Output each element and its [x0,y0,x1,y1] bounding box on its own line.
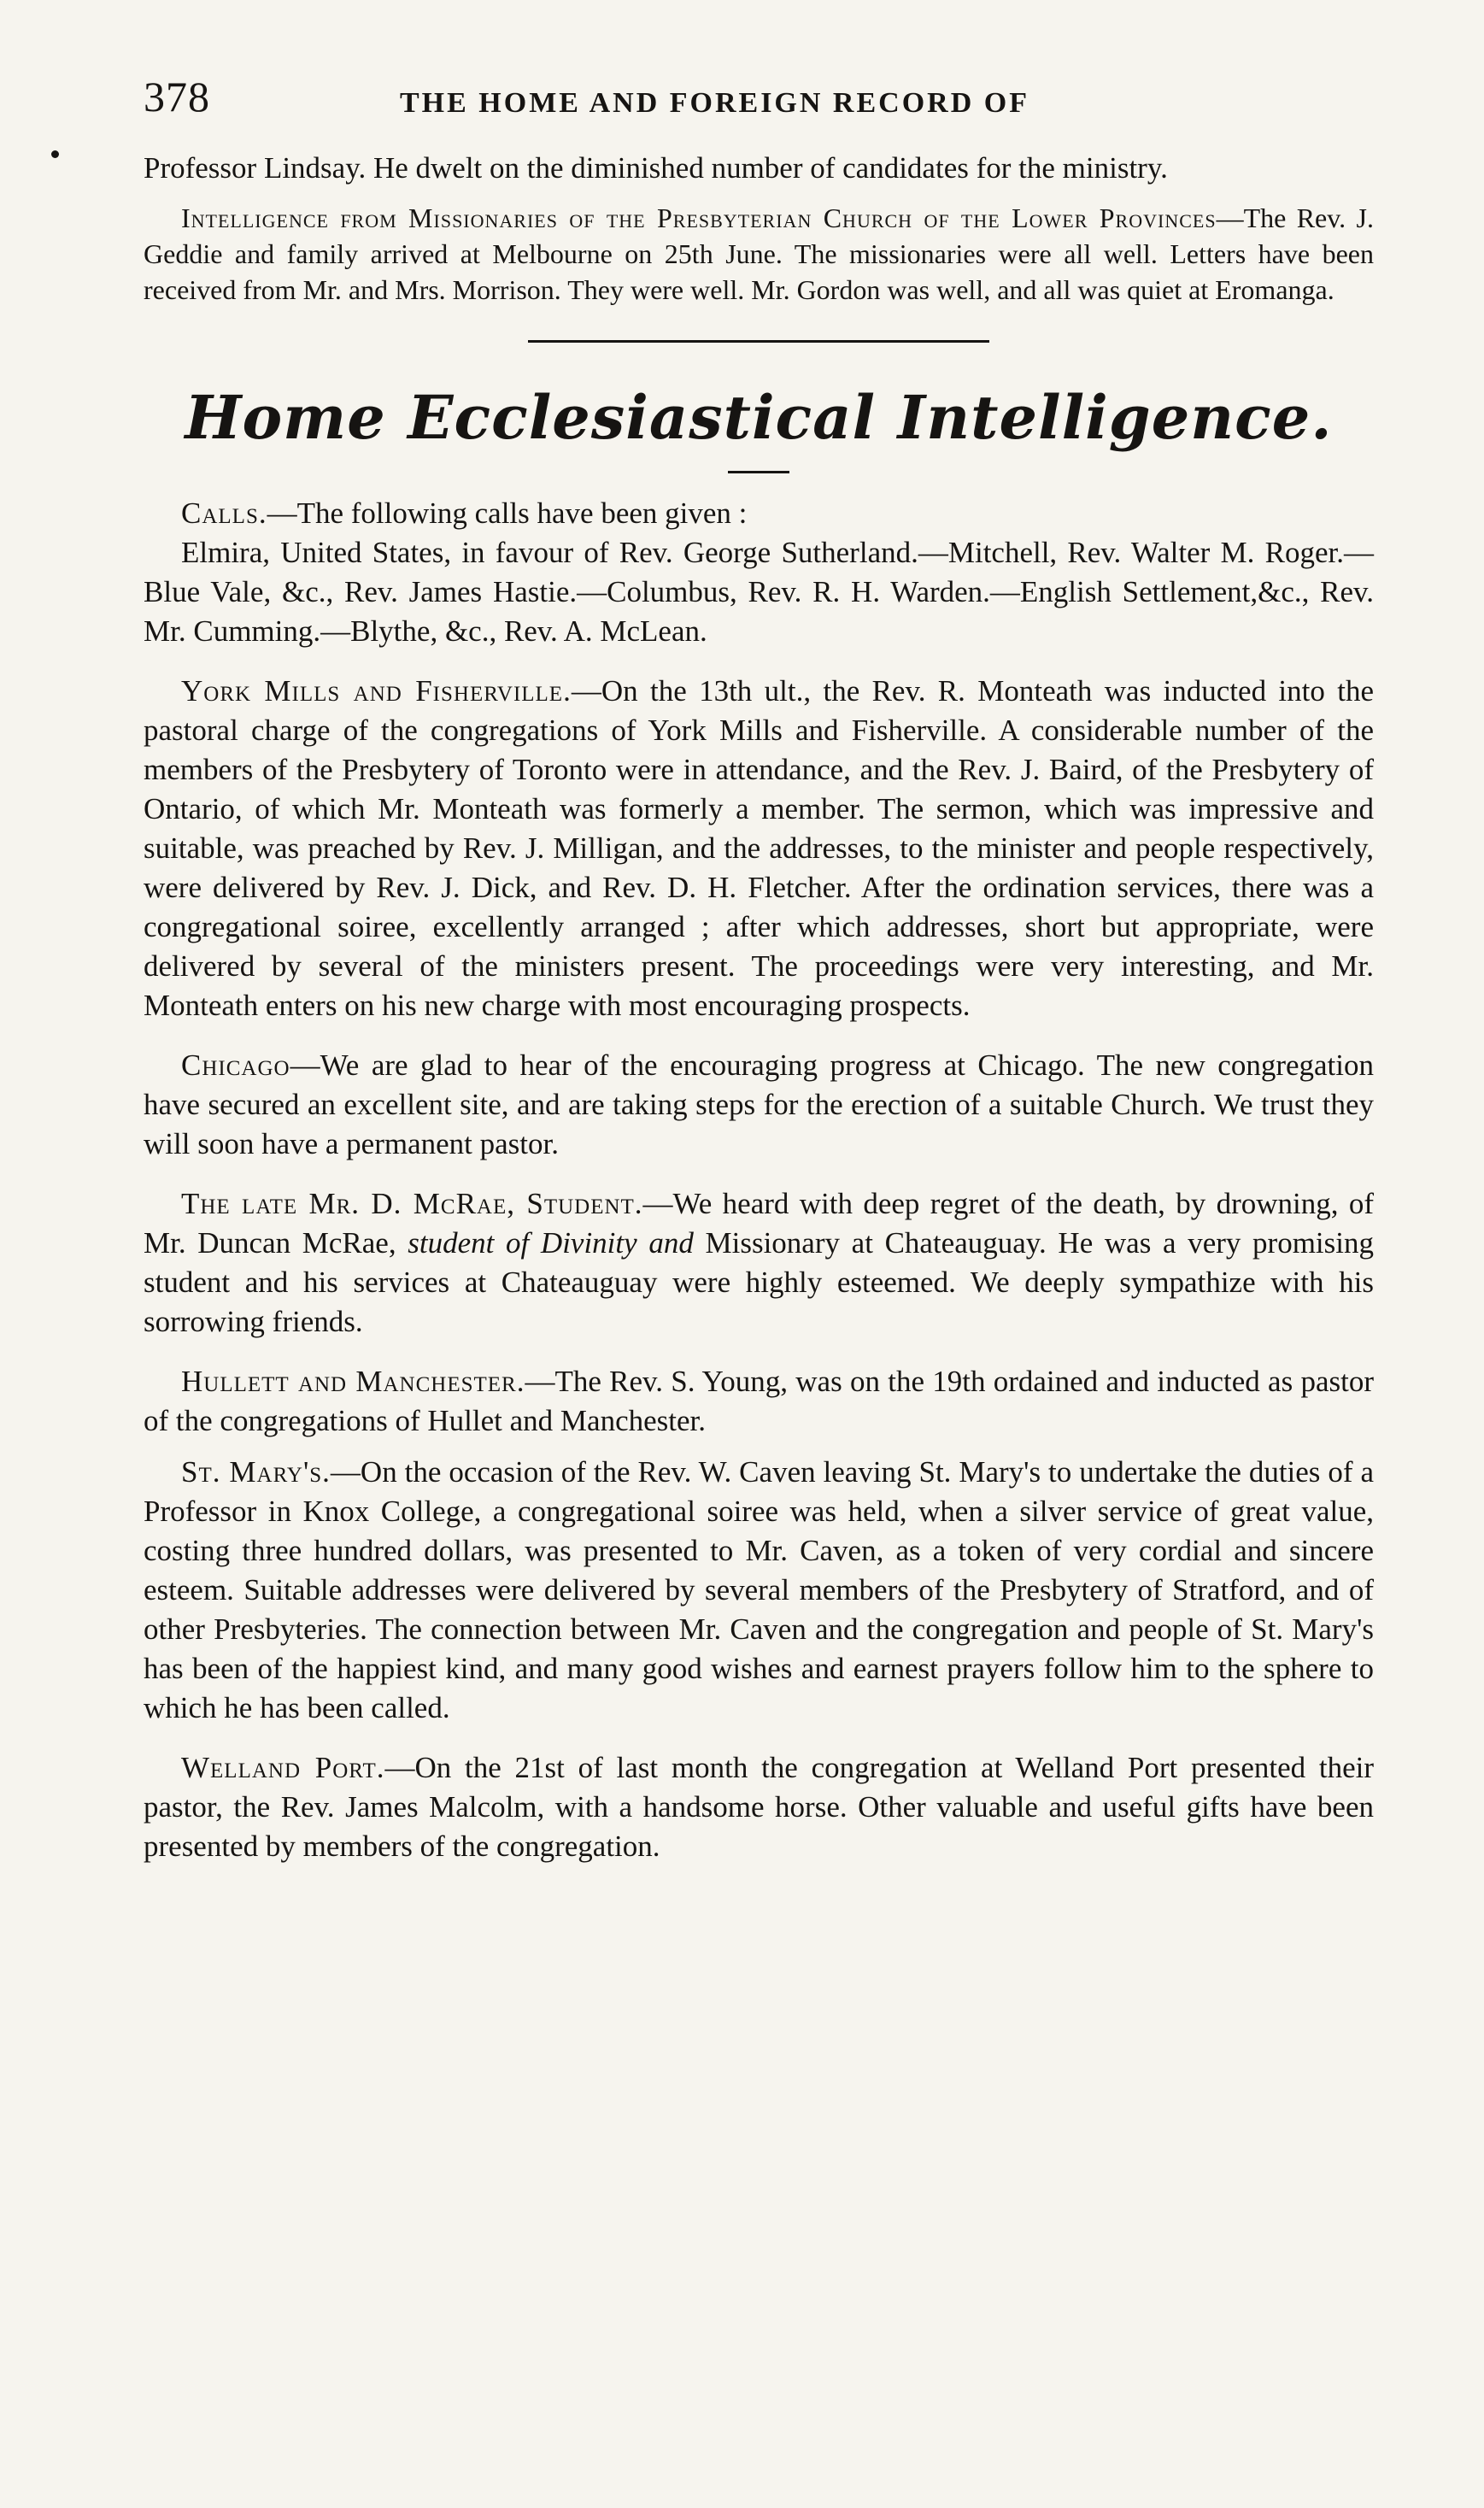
chicago-text: —We are glad to hear of the encouraging progress at Chicago. The new congregation have secured an excellent site, and are taking steps for the erection of a suitable Church. We trust they will soon have a permanent pastor. [144,1048,1374,1160]
welland-port-heading: Welland Port. [181,1751,385,1784]
page-number: 378 [144,73,210,120]
mcrae-paragraph [144,1184,1374,1342]
margin-dot [51,150,59,158]
welland-port-paragraph [144,1748,1374,1866]
mcrae-heading: The late Mr. D. McRae, Student. [181,1187,643,1220]
st-marys-text: —On the occasion of the Rev. W. Caven leaving St. Mary's to undertake the duties of a Professor in Knox College, a congregational soiree was held, when a silver service of great value, costing three hundred dollars, was presented to Mr. Caven, as a token of very cordial and sincere esteem. Suitable addresses were delivered by several members of the Presbytery of Stratford, and of other Presbyteries. The connection between Mr. Caven and the congregation and people of St. Mary's has been of the happiest kind, and many good wishes and earnest prayers follow him to the sphere to which he has been called. [144,1455,1374,1724]
hullett-text: —The Rev. S. Young, was on the 19th ordained and inducted as pastor of the congregations of Hullet and Manchester. [144,1365,1374,1437]
calls-intro: —The following calls have been given : [267,496,748,530]
section-title: Home Ecclesiastical Intelligence. [185,382,1333,453]
york-mills-text: —On the 13th ult., the Rev. R. Monteath was inducted into the pastoral charge of the congregations of York Mills and Fisherville. A considerable number of the members of the Presbytery of Toronto were in attendance, and the Rev. J. Baird, of the Presbytery of Ontario, of which Mr. Monteath was formerly a member. The sermon, which was impressive and suitable, was preached by Rev. J. Milligan, and the addresses, to the minister and people respectively, were delivered by Rev. J. Dick, and Rev. D. H. Fletcher. After the ordination services, there was a congregational soiree, excellently arranged ; after which addresses, short but appropriate, were delivered by several of the ministers present. The proceedings were very interesting, and Mr. Monteath enters on his new charge with most encouraging prospects. [144,674,1374,1022]
calls-heading: Calls. [181,496,267,530]
page-header [144,72,1374,149]
opening-paragraph: Professor Lindsay. He dwelt on the diminished number of candidates for the ministry. [144,151,1168,185]
chicago-heading: Chicago [181,1048,290,1082]
st-marys-heading: St. Mary's. [181,1455,331,1489]
missionary-intelligence-paragraph [144,200,1374,308]
hullett-heading: Hullett and Manchester. [181,1365,525,1398]
st-marys-paragraph [144,1453,1374,1728]
running-head: THE HOME AND FOREIGN RECORD OF [400,87,1029,119]
calls-paragraph [144,494,1374,533]
chicago-paragraph [144,1046,1374,1164]
missionary-intelligence-heading: Intelligence from Missionaries of the Presbyterian Church of the Lower Provinces [181,203,1217,233]
mcrae-text-after: Missionary at Chateauguay. He was a very promising student and his services at Chateauguay were highly esteemed. We deeply sympathize with his sorrowing friends. [144,1226,1374,1338]
missionary-intelligence-text: —The Rev. J. Geddie and family arrived at Melbourne on 25th June. The missionaries were all well. Letters have been received from Mr. and Mrs. Morrison. They were well. Mr. Gordon was well, and all was quiet at Eromanga. [144,203,1374,305]
mcrae-text-before: —We heard with deep regret of the death, by drowning, of Mr. Duncan McRae, [144,1187,1374,1260]
mcrae-italic-text: student of Divinity and [408,1226,694,1260]
welland-port-text: —On the 21st of last month the congregation at Welland Port presented their pastor, the Rev. James Malcolm, with a handsome horse. Other valuable and useful gifts have been presented by members of the congregation. [144,1751,1374,1863]
calls-list: Elmira, United States, in favour of Rev. George Sutherland.—Mitchell, Rev. Walter M. Roger.—Blue Vale, &c., Rev. James Hastie.—Columbus, Rev. R. H. Warden.—English Settlement,&c., Rev. Mr. Cumming.—Blythe, &c., Rev. A. McLean. [144,536,1374,648]
hullett-paragraph [144,1362,1374,1441]
york-mills-paragraph [144,672,1374,1025]
york-mills-heading: York Mills and Fisherville. [181,674,572,708]
section-divider [528,340,989,343]
page [144,72,1374,1866]
